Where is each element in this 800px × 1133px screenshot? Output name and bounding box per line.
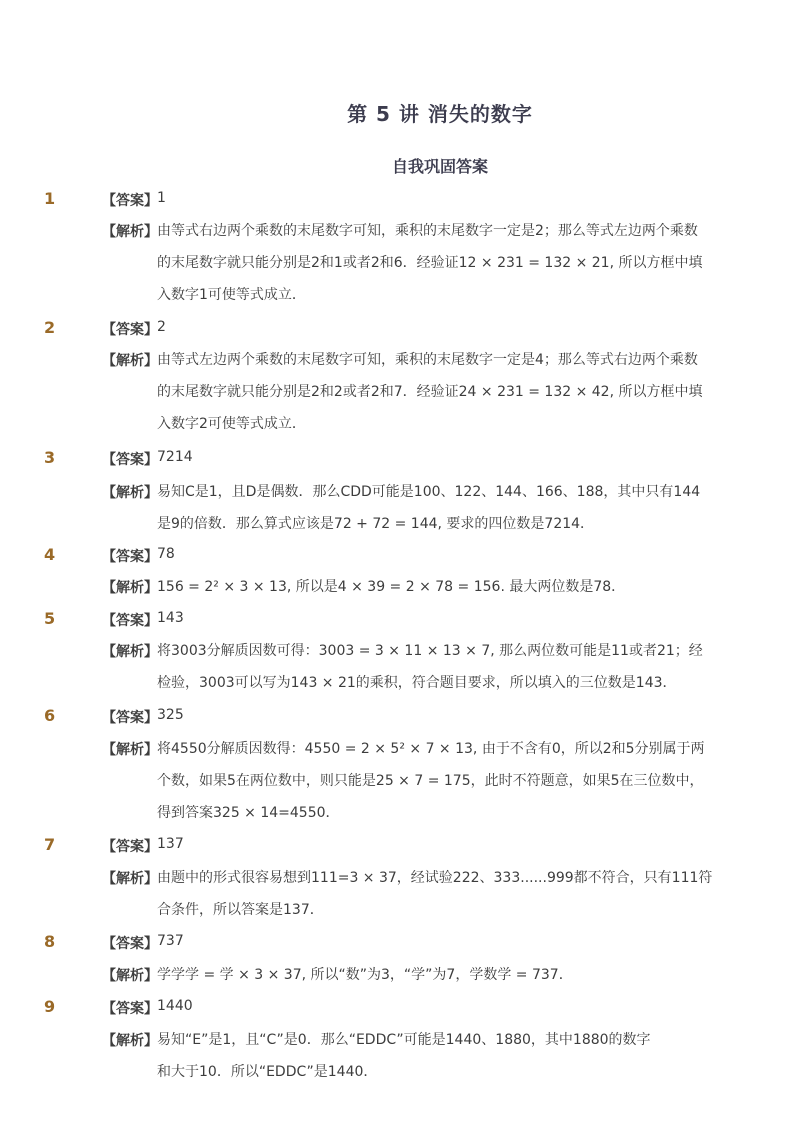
answer-value: 737 xyxy=(157,933,184,949)
analysis-tag: 【解析】 xyxy=(102,871,158,887)
answer-value: 137 xyxy=(157,836,184,852)
analysis-text xyxy=(157,571,717,603)
item-number: 2 xyxy=(44,318,56,337)
analysis-line: 将4550分解质因数得：4550 = 2 × 5² × 7 × 13, 由于不含有0，所以2和5分别属于两 xyxy=(157,741,705,757)
analysis-tag: 【解析】 xyxy=(102,742,158,758)
analysis-line: 合条件，所以答案是137． xyxy=(157,902,324,918)
analysis-line: 入数字2可使等式成立． xyxy=(157,416,306,432)
answer-tag: 【答案】 xyxy=(102,613,158,629)
page-title: 第 5 讲 消失的数字 xyxy=(347,102,533,126)
analysis-tag: 【解析】 xyxy=(102,485,158,501)
analysis-text xyxy=(157,635,717,699)
analysis-tag: 【解析】 xyxy=(102,224,158,240)
analysis-text xyxy=(157,1024,717,1088)
analysis-line: 易知“E”是1，且“C”是0．那么“EDDC”可能是1440、1880，其中1880的数字 xyxy=(157,1032,651,1048)
item-number: 9 xyxy=(44,997,56,1016)
analysis-line: 由题中的形式很容易想到111=3 × 37，经试验222、333......999都不符合，只有111符 xyxy=(157,870,713,886)
answer-tag: 【答案】 xyxy=(102,839,158,855)
analysis-line: 的末尾数字就只能分别是2和2或者2和7．经验证24 × 231 = 132 × 42, 所以方框中填 xyxy=(157,384,703,400)
item-number: 5 xyxy=(44,609,56,628)
answer-tag: 【答案】 xyxy=(102,549,158,565)
answer-value: 1 xyxy=(157,190,166,206)
answer-tag: 【答案】 xyxy=(102,710,158,726)
analysis-text xyxy=(157,476,717,540)
answer-value: 325 xyxy=(157,707,184,723)
analysis-line: 由等式左边两个乘数的末尾数字可知，乘积的末尾数字一定是4；那么等式右边两个乘数 xyxy=(157,352,698,368)
answer-tag: 【答案】 xyxy=(102,452,158,468)
item-number: 6 xyxy=(44,706,56,725)
answer-value: 143 xyxy=(157,610,184,626)
answer-value: 7214 xyxy=(157,449,193,465)
analysis-line: 将3003分解质因数可得：3003 = 3 × 11 × 13 × 7, 那么两位数可能是11或者21；经 xyxy=(157,643,703,659)
analysis-text xyxy=(157,344,717,440)
analysis-tag: 【解析】 xyxy=(102,353,158,369)
answer-tag: 【答案】 xyxy=(102,322,158,338)
analysis-text xyxy=(157,215,717,311)
analysis-tag: 【解析】 xyxy=(102,1033,158,1049)
item-number: 1 xyxy=(44,189,56,208)
analysis-line: 入数字1可使等式成立． xyxy=(157,287,306,303)
analysis-text xyxy=(157,959,717,991)
item-number: 7 xyxy=(44,835,56,854)
analysis-line: 学学学 = 学 × 3 × 37, 所以“数”为3，“学”为7，学数学 = 737． xyxy=(157,967,573,983)
analysis-line: 是9的倍数．那么算式应该是72 + 72 = 144, 要求的四位数是7214． xyxy=(157,516,595,532)
analysis-line: 检验，3003可以写为143 × 21的乘积，符合题目要求，所以填入的三位数是143． xyxy=(157,675,677,691)
analysis-line: 和大于10．所以“EDDC”是1440． xyxy=(157,1064,378,1080)
answer-value: 2 xyxy=(157,319,166,335)
answer-tag: 【答案】 xyxy=(102,193,158,209)
analysis-line: 的末尾数字就只能分别是2和1或者2和6．经验证12 × 231 = 132 × 21, 所以方框中填 xyxy=(157,255,703,271)
analysis-line: 个数，如果5在两位数中，则只能是25 × 7 = 175，此时不符题意，如果5在三位数中， xyxy=(157,773,704,789)
item-number: 3 xyxy=(44,448,56,467)
analysis-line: 156 = 2² × 3 × 13, 所以是4 × 39 = 2 × 78 = 156. 最大两位数是78． xyxy=(157,579,626,595)
item-number: 4 xyxy=(44,545,56,564)
analysis-line: 由等式右边两个乘数的末尾数字可知，乘积的末尾数字一定是2；那么等式左边两个乘数 xyxy=(157,223,698,239)
answer-tag: 【答案】 xyxy=(102,936,158,952)
analysis-tag: 【解析】 xyxy=(102,580,158,596)
answer-tag: 【答案】 xyxy=(102,1001,158,1017)
answer-value: 78 xyxy=(157,546,175,562)
analysis-text xyxy=(157,862,717,926)
item-number: 8 xyxy=(44,932,56,951)
section-title: 自我巩固答案 xyxy=(391,157,488,176)
analysis-text xyxy=(157,733,717,829)
analysis-line: 得到答案325 × 14=4550． xyxy=(157,805,340,821)
analysis-line: 易知C是1，且D是偶数．那么CDD可能是100、122、144、166、188，其中只有144 xyxy=(157,484,701,500)
answer-value: 1440 xyxy=(157,998,193,1014)
analysis-tag: 【解析】 xyxy=(102,968,158,984)
analysis-tag: 【解析】 xyxy=(102,644,158,660)
